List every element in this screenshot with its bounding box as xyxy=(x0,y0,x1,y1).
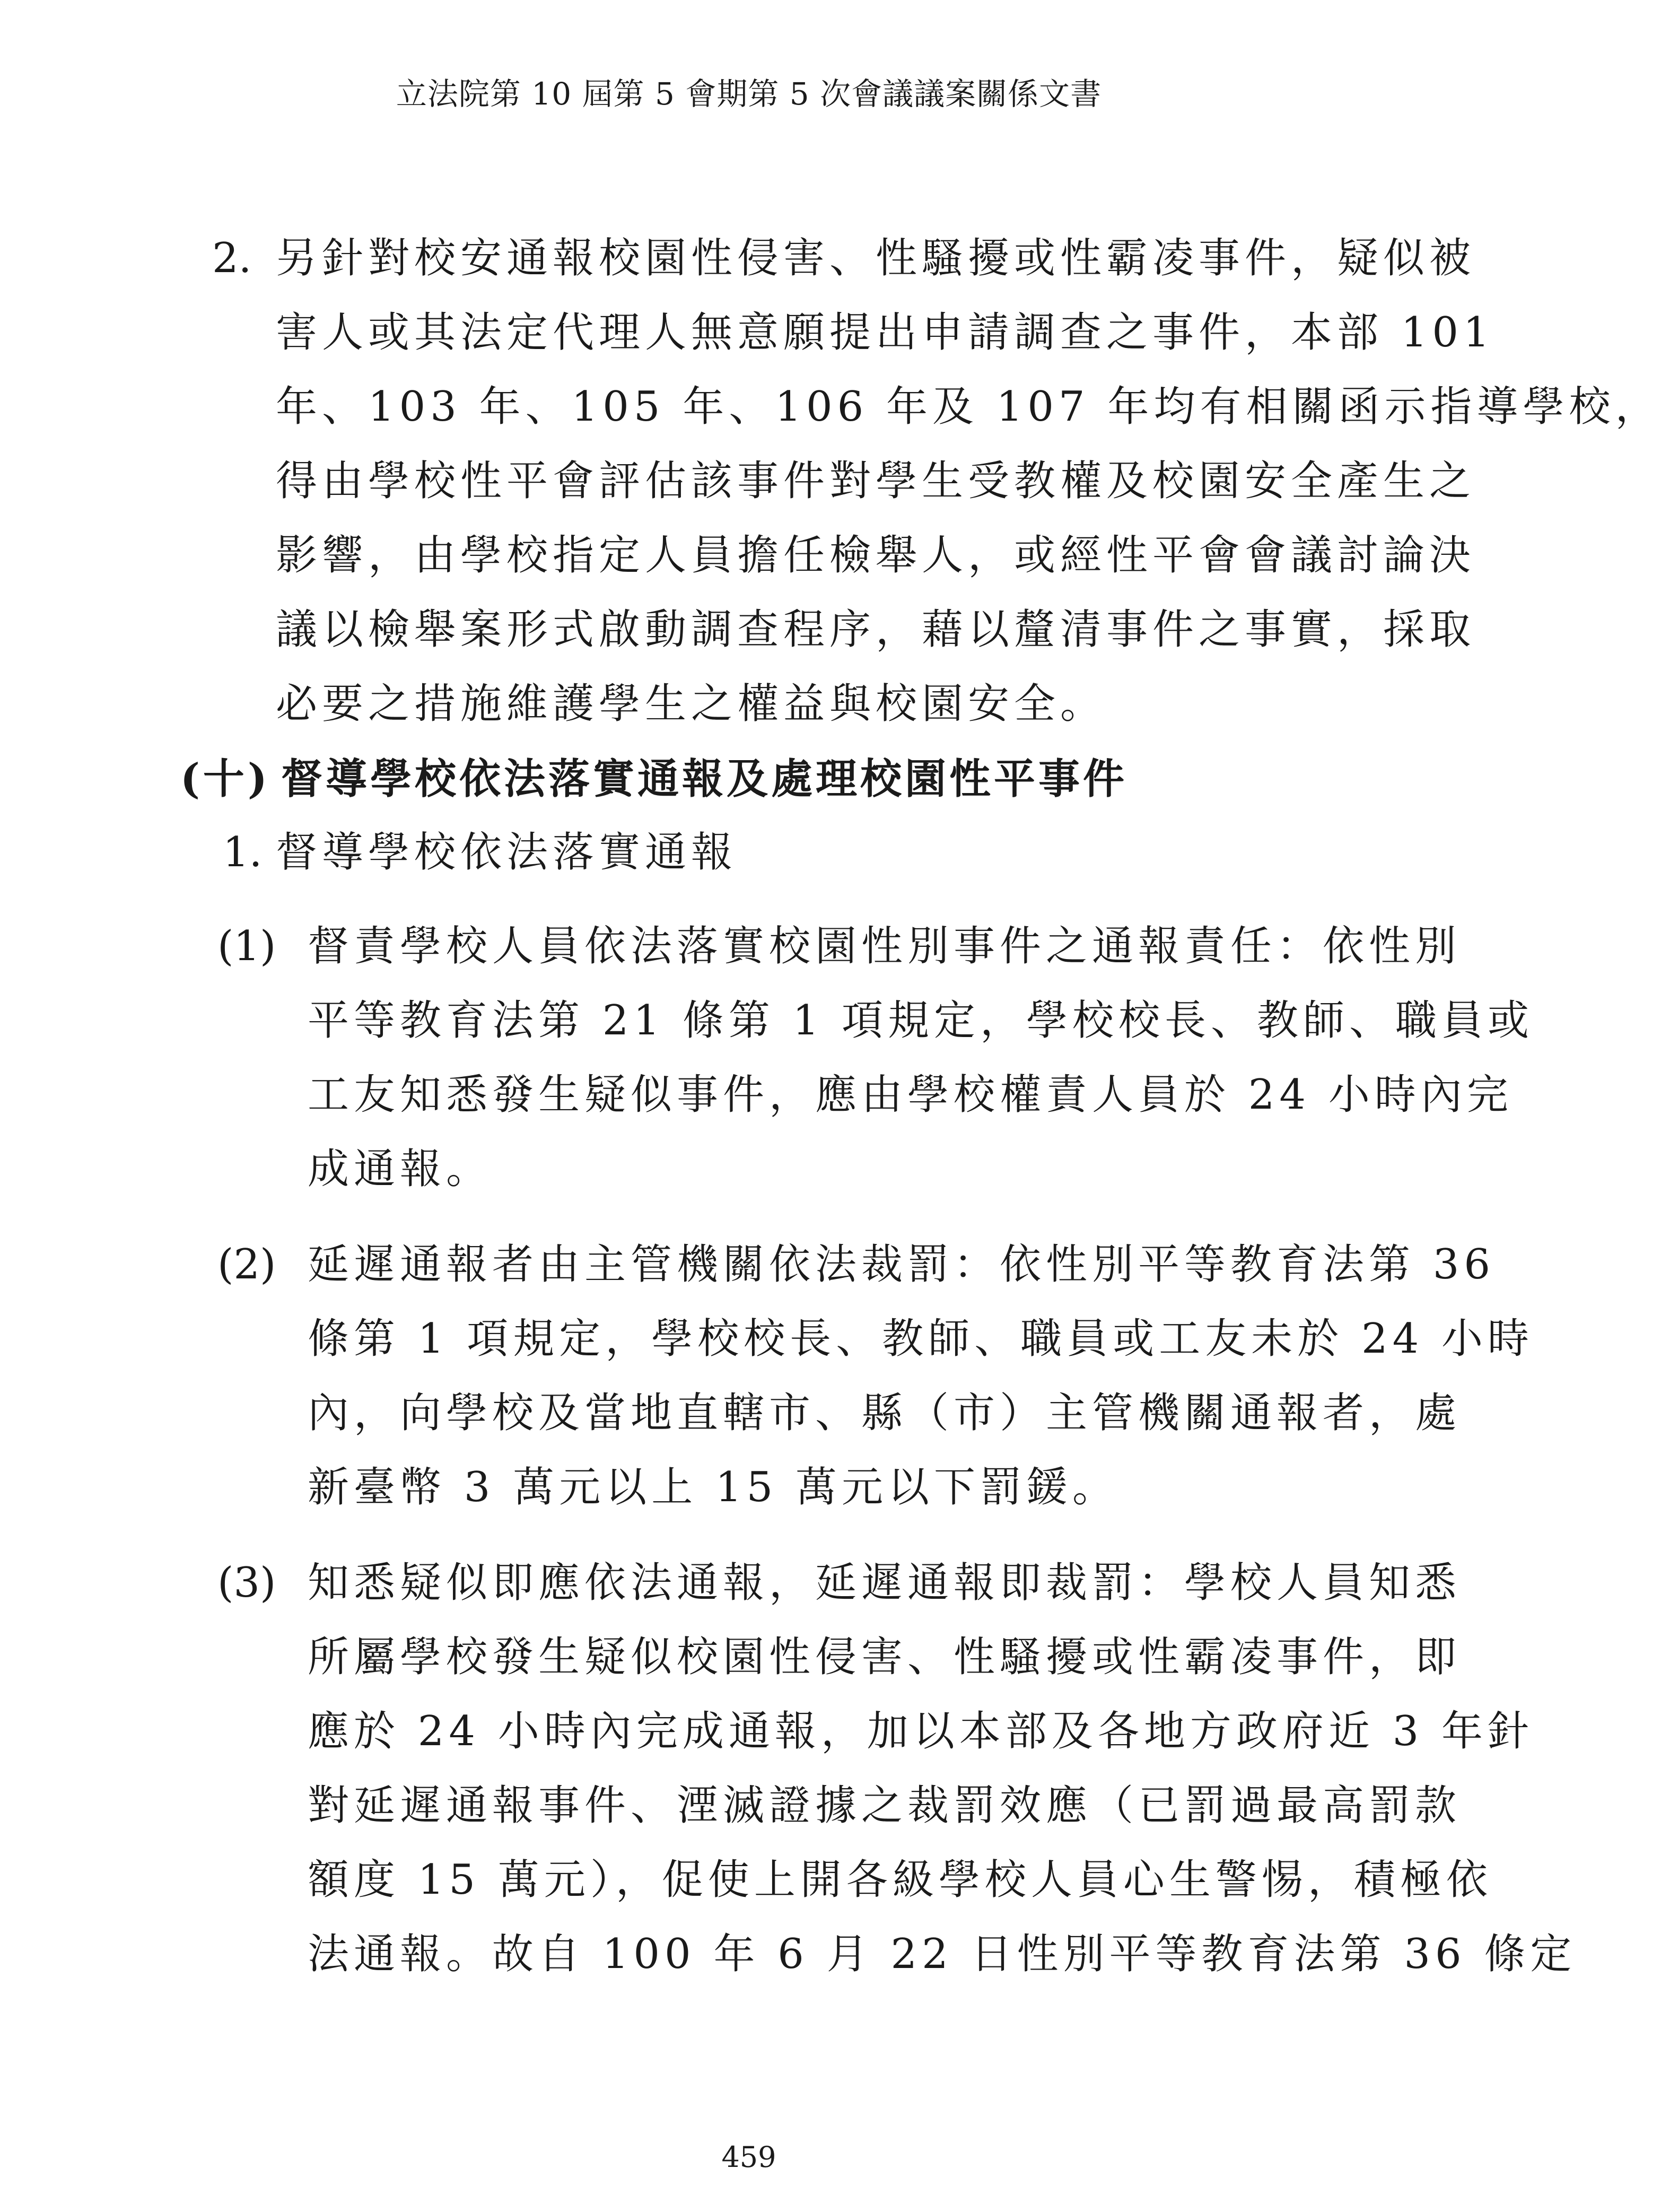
sub-1-marker: (1) xyxy=(217,922,276,970)
section-10-marker: (十) xyxy=(180,755,270,803)
item-1-marker: 1. xyxy=(223,829,263,876)
sub-2-marker: (2) xyxy=(217,1241,276,1288)
item-1-title: 督導學校依法落實通報 xyxy=(276,829,738,876)
sub-3-line: 額度 15 萬元），促使上開各級學校人員心生警惕，積極依 xyxy=(308,1856,1492,1904)
sub-1-line: 工友知悉發生疑似事件，應由學校權責人員於 24 小時內完 xyxy=(308,1071,1513,1119)
sub-2-line: 條第 1 項規定，學校校長、教師、職員或工友未於 24 小時 xyxy=(308,1315,1534,1363)
sub-1-line: 成通報。 xyxy=(308,1145,493,1193)
sub-3-line: 所屬學校發生疑似校園性侵害、性騷擾或性霸凌事件，即 xyxy=(308,1633,1462,1681)
item-2-line: 必要之措施維護學生之權益與校園安全。 xyxy=(276,680,1107,728)
sub-3-line: 知悉疑似即應依法通報，延遲通報即裁罰：學校人員知悉 xyxy=(308,1559,1462,1607)
item-2-line: 另針對校安通報校園性侵害、性騷擾或性霸凌事件，疑似被 xyxy=(276,234,1476,282)
page-number: 459 xyxy=(721,2140,776,2174)
sub-1-line: 督責學校人員依法落實校園性別事件之通報責任：依性別 xyxy=(308,922,1462,970)
item-2-marker: 2. xyxy=(212,234,252,282)
page-header: 立法院第 10 屆第 5 會期第 5 次會議議案關係文書 xyxy=(396,76,1102,112)
section-10-title: 督導學校依法落實通報及處理校園性平事件 xyxy=(281,755,1128,803)
item-2-line: 年、103 年、105 年、106 年及 107 年均有相關函示指導學校， xyxy=(276,383,1661,431)
item-2-line: 影響，由學校指定人員擔任檢舉人，或經性平會會議討論決 xyxy=(276,532,1476,579)
sub-2-line: 內，向學校及當地直轄市、縣（市）主管機關通報者，處 xyxy=(308,1389,1462,1437)
item-2-line: 議以檢舉案形式啟動調查程序，藉以釐清事件之事實，採取 xyxy=(276,606,1476,654)
sub-2-line: 新臺幣 3 萬元以上 15 萬元以下罰鍰。 xyxy=(308,1464,1119,1511)
sub-1-line: 平等教育法第 21 條第 1 項規定，學校校長、教師、職員或 xyxy=(308,997,1534,1044)
sub-3-line: 法通報。故自 100 年 6 月 22 日性別平等教育法第 36 條定 xyxy=(308,1930,1577,1978)
sub-3-line: 應於 24 小時內完成通報，加以本部及各地方政府近 3 年針 xyxy=(308,1708,1534,1755)
sub-3-marker: (3) xyxy=(217,1559,276,1607)
item-2-line: 得由學校性平會評估該事件對學生受教權及校園安全產生之 xyxy=(276,457,1476,505)
sub-2-line: 延遲通報者由主管機關依法裁罰：依性別平等教育法第 36 xyxy=(308,1241,1496,1288)
sub-3-line: 對延遲通報事件、湮滅證據之裁罰效應（已罰過最高罰款 xyxy=(308,1782,1462,1830)
item-2-line: 害人或其法定代理人無意願提出申請調查之事件，本部 101 xyxy=(276,309,1494,356)
